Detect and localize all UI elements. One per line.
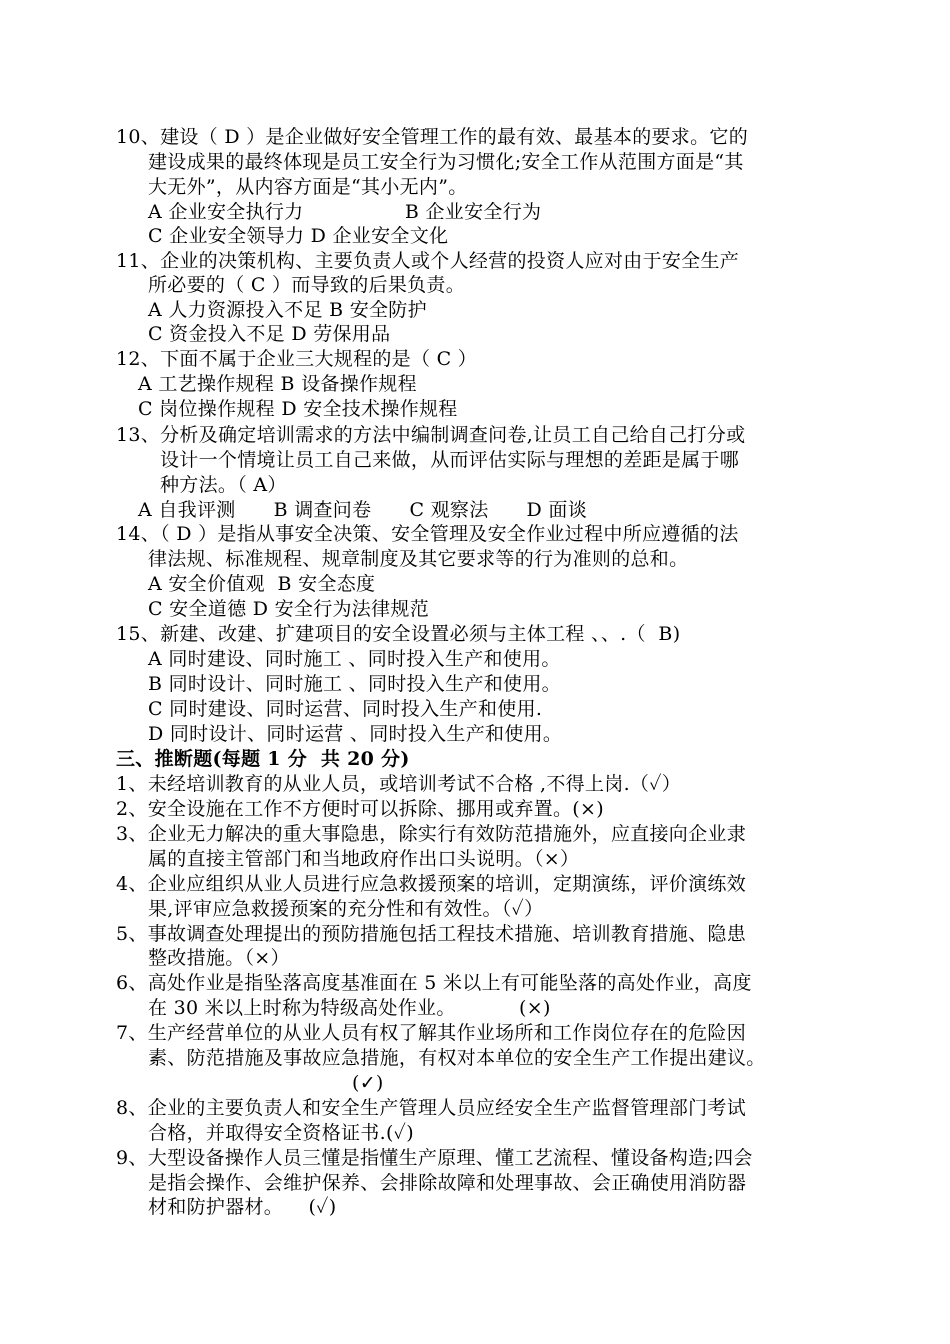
question-13-line-1: 13、分析及确定培训需求的方法中编制调查问卷,让员工自己给自己打分或 [116,424,746,446]
judgment-6-line-1: 6、高处作业是指坠落高度基准面在 5 米以上有可能坠落的高处作业，高度 [116,972,752,994]
judgment-9-line-3: 材和防护器材。 (✓) [148,1196,337,1218]
question-10-line-2: 建设成果的最终体现是员工安全行为习惯化;安全工作从范围方面是“其 [148,151,744,173]
judgment-3-line-2: 属的直接主管部门和当地政府作出口头说明。（×） [148,848,580,870]
judgment-2: 2、安全设施在工作不方便时可以拆除、挪用或弃置。(×) [116,798,604,820]
question-15-line-1: 15、新建、改建、扩建项目的安全设置必须与主体工程 、、.（ B) [116,623,681,645]
question-14-options-ab: A 安全价值观 B 安全态度 [148,573,376,595]
question-13-options: A 自我评测 B 调查问卷 C 观察法 D 面谈 [138,499,588,521]
question-11-line-1: 11、企业的决策机构、主要负责人或个人经营的投资人应对由于安全生产 [116,250,740,272]
judgment-8-line-2: 合格，并取得安全资格证书.(✓) [148,1122,414,1144]
question-10-options-cd: C 企业安全领导力 D 企业安全文化 [148,225,449,247]
question-14-line-1: 14、（ D ）是指从事安全决策、安全管理及安全作业过程中所应遵循的法 [116,523,739,545]
judgment-3-line-1: 3、企业无力解决的重大事隐患，除实行有效防范措施外，应直接向企业隶 [116,823,746,845]
question-12-options-ab: A 工艺操作规程 B 设备操作规程 [138,373,417,395]
question-13-line-3: 种方法。（ A） [160,474,287,496]
section-heading-judgment: 三、推断题(每题 1 分 共 20 分) [116,748,410,770]
judgment-4-line-2: 果,评审应急救援预案的充分性和有效性。（✓） [148,898,544,920]
question-14-options-cd: C 安全道德 D 安全行为法律规范 [148,598,429,620]
judgment-8-line-1: 8、企业的主要负责人和安全生产管理人员应经安全生产监督管理部门考试 [116,1097,746,1119]
question-15-option-b: B 同时设计、同时施工 、同时投入生产和使用。 [148,673,561,695]
question-15-option-a: A 同时建设、同时施工 、同时投入生产和使用。 [148,648,561,670]
judgment-9-line-1: 9、大型设备操作人员三懂是指懂生产原理、懂工艺流程、懂设备构造;四会 [116,1147,753,1169]
question-11-options-cd: C 资金投入不足 D 劳保用品 [148,323,391,345]
question-10-line-1: 10、建设（ D ）是企业做好安全管理工作的最有效、最基本的要求。它的 [116,126,748,148]
question-12-options-cd: C 岗位操作规程 D 安全技术操作规程 [138,398,458,420]
question-14-line-2: 律法规、标准规程、规章制度及其它要求等的行为准则的总和。 [148,548,689,570]
judgment-9-line-2: 是指会操作、会维护保养、会排除故障和处理事故、会正确使用消防器 [148,1172,747,1194]
judgment-4-line-1: 4、企业应组织从业人员进行应急救援预案的培训，定期演练，评价演练效 [116,873,746,895]
question-13-line-2: 设计一个情境让员工自己来做，从而评估实际与理想的差距是属于哪 [160,449,740,471]
judgment-5-line-1: 5、事故调查处理提出的预防措施包括工程技术措施、培训教育措施、隐患 [116,923,746,945]
judgment-7-answer: (✓) [352,1072,384,1094]
question-15-option-c: C 同时建设、同时运营、同时投入生产和使用. [148,698,543,720]
question-11-options-ab: A 人力资源投入不足 B 安全防护 [148,299,427,321]
judgment-7-line-2: 素、防范措施及事故应急措施，有权对本单位的安全生产工作提出建议。 [148,1047,766,1069]
judgment-1: 1、未经培训教育的从业人员，或培训考试不合格 ,不得上岗.（✓） [116,773,682,795]
question-11-line-2: 所必要的（ C ）而导致的后果负责。 [148,274,466,296]
question-10-options-ab: A 企业安全执行力 B 企业安全行为 [148,201,542,223]
judgment-6-line-2: 在 30 米以上时称为特级高处作业。 (×) [148,997,551,1019]
judgment-5-line-2: 整改措施。（×） [148,947,290,969]
question-10-line-3: 大无外”，从内容方面是“其小无内”。 [148,176,468,198]
judgment-7-line-1: 7、生产经营单位的从业人员有权了解其作业场所和工作岗位存在的危险因 [116,1022,746,1044]
question-12-line-1: 12、下面不属于企业三大规程的是（ C ） [116,348,478,370]
question-15-option-d: D 同时设计、同时运营 、同时投入生产和使用。 [148,723,563,745]
